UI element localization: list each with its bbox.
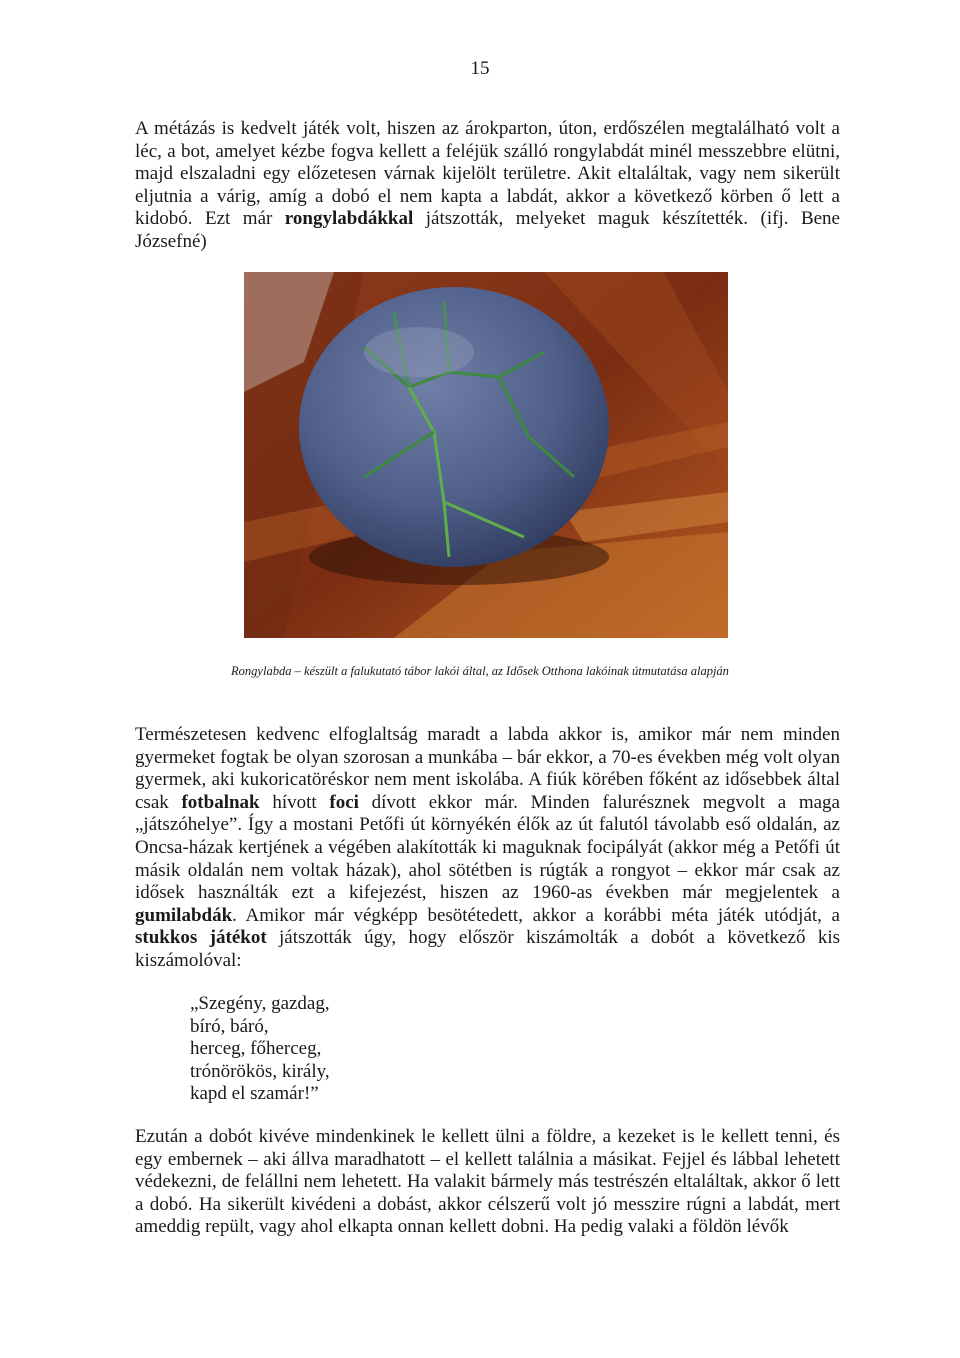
bold-term-rongylabdakkal: rongylabdákkal bbox=[284, 208, 414, 230]
bold-term-gumilabdak: gumilabdák bbox=[135, 904, 233, 926]
bold-term-stukkos-jatekot: stukkos játékot bbox=[135, 927, 267, 949]
rhyme-line: trónörökös, király, bbox=[190, 1060, 330, 1082]
rhyme-line: kapd el szamár!” bbox=[190, 1083, 319, 1104]
rhyme-line: bíró, báró, bbox=[190, 1015, 269, 1037]
counting-rhyme bbox=[190, 993, 330, 1106]
page-number: 15 bbox=[470, 58, 490, 79]
rhyme-line: herceg, főherceg, bbox=[190, 1038, 322, 1059]
bold-term-foci: foci bbox=[329, 791, 359, 813]
rhyme-line: „Szegény, gazdag, bbox=[190, 993, 330, 1014]
paragraph-football: Természetesen kedvenc elfoglaltság maradt a labda akkor is, amikor már nem minden gyermeket fogtak be olyan szorosan a munkába – bár ekkor, a 70-es években még volt olyan gyermek, aki kukoricatöréskor nem ment iskolába. A fiúk körében főként az idősebbek által csak fotbalnak hívott foci dívott ekkor már. Minden falurésznek megvolt a maga „játszóhelye”. Így a mostani Petőfi út környékén élők az út falutól távolabb eső oldalán, az Oncsa-házak kertjének a végében alakították ki maguknak focipályát (akkor még a Petőfi út másik oldalán nem voltak házak), ahol sötétben is rúgták a rongyot – ekkor már csak az idősek használták ezt a kifejezést, hiszen az 1960-as években már megjelentek a gumilabdák. Amikor már végképp besötétedett, akkor a korábbi méta játék utódját, a stukkos játékot játszották úgy, hogy először kiszámolták a dobót a következő kis kiszámolóval: bbox=[135, 724, 840, 971]
photo-caption: Rongylabda – készült a falukutató tábor lakói által, az Idősek Otthona lakóinak útmutatása alapján bbox=[231, 664, 729, 678]
bold-term-fotbalnak: fotbalnak bbox=[181, 791, 260, 813]
rag-ball-photo bbox=[244, 272, 728, 638]
paragraph-game-rules: Ezután a dobót kivéve mindenkinek le kellett ülni a földre, a kezeket is le kellett tenni, és egy embernek – aki állva maradhatott – el kellett találnia a másikat. Fejjel és lábbal lehetett védekezni, de felállni nem lehetett. Ha valakit bármely más testrészén eltaláltak, akkor ő lett a dobó. Ha sikerült kivédeni a dobást, akkor célszerű volt jó messzire rúgni a labdát, mert ameddig repült, vagy ahol elkapta onnan kellett dobni. Ha pedig valaki a földön lévők bbox=[135, 1126, 840, 1238]
paragraph-meta-game: A métázás is kedvelt játék volt, hiszen az árokparton, úton, erdőszélen megtalálható volt a léc, a bot, amelyet kézbe fogva kellett a feléjük szálló rongylabdát minél messzebbre elütni, majd elszaladni egy előzetesen várnak kijelölt területre. Akit eltaláltak, vagy nem sikerült eljutnia a várig, amíg a dobó el nem kapta a labdát, akkor a következő körben ő lett a kidobó. Ezt már rongylabdákkal játszották, melyeket maguk készítették. (ifj. Bene Józsefné) bbox=[135, 118, 840, 252]
